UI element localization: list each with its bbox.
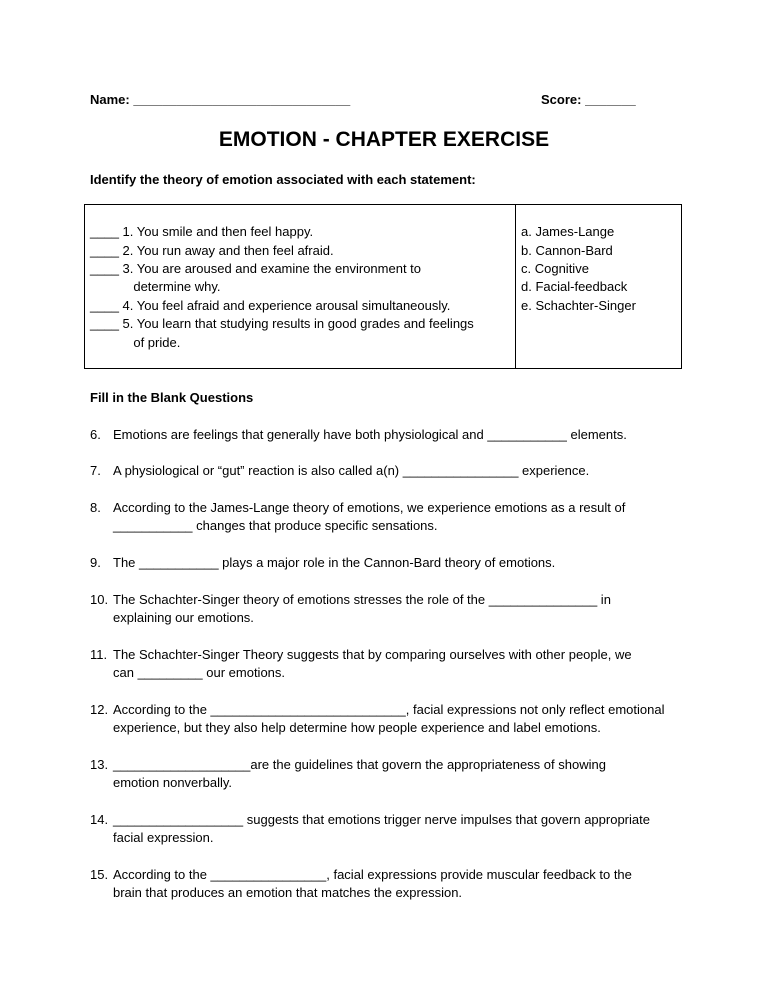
name-field-label: Name: ______________________________ <box>90 92 351 107</box>
question-number: 13. <box>90 757 109 772</box>
matching-statement-1: ____ 1. You smile and then feel happy. <box>90 224 314 239</box>
question-text: According to the James-Lange theory of emotions, we experience emotions as a result of <box>113 500 626 515</box>
matching-divider <box>515 205 516 368</box>
question-text: __________________ suggests that emotions trigger nerve impulses that govern appropriate <box>113 812 650 827</box>
question-text: A physiological or “gut” reaction is also called a(n) ________________ experience. <box>113 463 590 478</box>
page-title: EMOTION - CHAPTER EXERCISE <box>218 128 550 151</box>
matching-statement-2: ____ 2. You run away and then feel afraid. <box>90 243 334 258</box>
matching-statement-5-cont: of pride. <box>90 335 181 350</box>
instructions: Identify the theory of emotion associated with each statement: <box>90 172 476 187</box>
matching-statement-3: ____ 3. You are aroused and examine the environment to <box>90 261 422 276</box>
question-text: The Schachter-Singer Theory suggests that by comparing ourselves with other people, we <box>113 647 632 662</box>
matching-option-e: e. Schachter-Singer <box>521 298 636 313</box>
matching-option-d: d. Facial-feedback <box>521 279 628 294</box>
question-text: According to the ________________, facial expressions provide muscular feedback to the <box>113 867 632 882</box>
question-text: The ___________ plays a major role in the Cannon-Bard theory of emotions. <box>113 555 556 570</box>
matching-statement-5: ____ 5. You learn that studying results in good grades and feelings <box>90 316 474 331</box>
question-text: Emotions are feelings that generally have both physiological and ___________ elements. <box>113 427 627 442</box>
question-number: 14. <box>90 812 109 827</box>
question-number: 15. <box>90 867 109 882</box>
question-text-cont: brain that produces an emotion that matches the expression. <box>113 885 463 900</box>
score-field-label: Score: _______ <box>541 92 636 107</box>
matching-table <box>84 204 682 369</box>
question-number: 7. <box>90 463 101 478</box>
question-text: ___________________are the guidelines that govern the appropriateness of showing <box>113 757 606 772</box>
fill-in-heading: Fill in the Blank Questions <box>90 390 254 405</box>
matching-option-c: c. Cognitive <box>521 261 589 276</box>
question-text-cont: explaining our emotions. <box>113 610 254 625</box>
question-number: 11. <box>90 647 108 662</box>
question-text-cont: facial expression. <box>113 830 214 845</box>
question-text-cont: emotion nonverbally. <box>113 775 232 790</box>
matching-option-a: a. James-Lange <box>521 224 615 239</box>
question-number: 8. <box>90 500 101 515</box>
question-number: 9. <box>90 555 101 570</box>
question-number: 12. <box>90 702 109 717</box>
question-text: The Schachter-Singer theory of emotions stresses the role of the _______________ in <box>113 592 611 607</box>
question-number: 6. <box>90 427 101 442</box>
question-text-cont: ___________ changes that produce specific sensations. <box>113 518 438 533</box>
matching-option-b: b. Cannon-Bard <box>521 243 613 258</box>
matching-statement-4: ____ 4. You feel afraid and experience arousal simultaneously. <box>90 298 451 313</box>
question-number: 10. <box>90 592 109 607</box>
question-text-cont: can _________ our emotions. <box>113 665 286 680</box>
question-text-cont: experience, but they also help determine how people experience and label emotions. <box>113 720 601 735</box>
matching-statement-3-cont: determine why. <box>90 279 221 294</box>
question-text: According to the ___________________________, facial expressions not only reflect emotional <box>113 702 665 717</box>
